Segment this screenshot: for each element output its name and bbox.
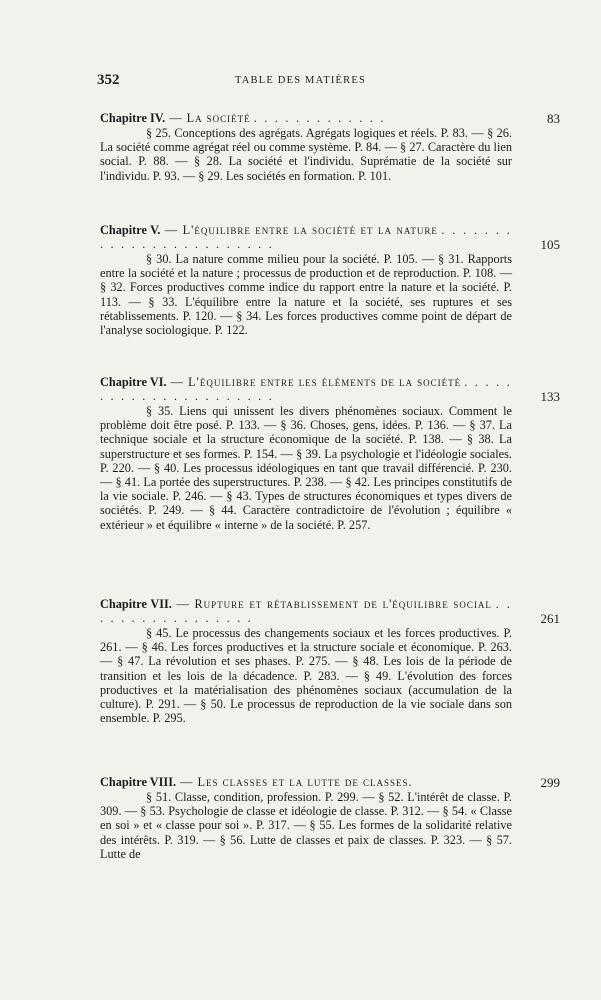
chapter-entry — [100, 223, 560, 338]
chapter-page: 83 — [547, 111, 560, 126]
leader-dots: . . . . . . . . . . . . . . . . . . . . . . — [100, 375, 513, 403]
chapter-title: — La société — [165, 111, 251, 125]
chapter-page: 261 — [540, 611, 560, 626]
chapter-label: Chapitre IV. — [100, 111, 166, 125]
chapter-contents: § 30. La nature comme milieu pour la société. P. 105. — § 31. Rapports entre la société et la nature ; processus de production et de reproduction. P. 108. — § 32. Forces productives comme indice du rapport entre la nature et la société. P. 113. — § 33. L'équilibre entre la nature et la société, ses ruptures et ses rétablissements. P. 120. — § 34. Les forces productives comme point de départ de l'analyse sociologique. P. 122. — [100, 252, 512, 338]
chapter-heading — [100, 775, 512, 789]
chapter-label: Chapitre VI. — [100, 375, 167, 389]
leader-dots: . . . . . . . . . . . . . . . . . — [100, 597, 512, 625]
chapter-title: — L'équilibre entre la société et la nature — [160, 223, 438, 237]
leader-dots: . . . . . . . . . . . . . — [253, 111, 386, 125]
chapter-heading — [100, 597, 512, 625]
chapter-contents: § 51. Classe, condition, profession. P. 299. — § 52. L'intérêt de classe. P. 309. — § 53. Psychologie de classe et idéologie de classe. P. 312. — § 54. « Classe en soi » et « classe pour soi ». P. 317. — § 55. Les formes de la solidarité relative des intérêts. P. 319. — § 56. Lutte de classes et paix de classes. P. 323. — § 57. Lutte de — [100, 790, 512, 861]
chapter-entry — [100, 775, 560, 861]
chapter-heading — [100, 111, 512, 125]
chapter-page: 299 — [540, 775, 560, 790]
chapter-page: 133 — [540, 389, 560, 404]
chapter-page: 105 — [540, 237, 560, 252]
chapter-label: Chapitre V. — [100, 223, 161, 237]
chapter-contents: § 25. Conceptions des agrégats. Agrégats logiques et réels. P. 83. — § 26. La société comme agrégat réel ou comme système. P. 84. — § 27. Caractère du lien social. P. 88. — § 28. La société et l'individu. Suprématie de la société sur l'individu. P. 93. — § 29. Les sociétés en formation. P. 101. — [100, 126, 512, 183]
page-number: 352 — [97, 72, 120, 88]
chapter-entry — [100, 597, 560, 726]
chapter-contents: § 35. Liens qui unissent les divers phénomènes sociaux. Comment le problème doit être posé. P. 133. — § 36. Choses, gens, idées. P. 136. — § 37. La technique sociale et la structure économique de la société. P. 138. — § 38. La superstructure et ses formes. P. 154. — § 39. La psychologie et l'idéologie sociales. P. 220. — § 40. Les processus idéologiques en tant que travail différencié. P. 230. — § 41. La portée des superstructures. P. 238. — § 42. Les principes constitutifs de la vie sociale. P. 246. — § 43. Types de structures économiques et types divers de sociétés. P. 249. — § 44. Caractère contradictoire de l'évolution ; équilibre « extérieur » et équilibre « interne » de la société. P. 257. — [100, 404, 512, 532]
chapter-label: Chapitre VIII. — [100, 775, 177, 789]
chapter-contents: § 45. Le processus des changements sociaux et les forces productives. P. 261. — § 46. Les forces productives et la structure sociale et économique. P. 263. — § 47. La révolution et ses phases. P. 275. — § 48. Les lois de la période de transition et les lois de la décadence. P. 283. — § 49. L'évolution des forces productives et la matérialisation des phénomènes sociaux (accumulation de la culture). P. 291. — § 50. Le processus de reproduction de la vie sociale dans son ensemble. P. 295. — [100, 626, 512, 726]
chapter-label: Chapitre VII. — [100, 597, 172, 611]
running-title: TABLE DES MATIÈRES — [234, 75, 366, 86]
chapter-title: — L'équilibre entre les éléments de la société — [166, 375, 462, 389]
leader-dots: . . . . . . . . . . . . . . . . . . . . . . . . — [100, 223, 512, 251]
chapter-heading — [100, 375, 512, 403]
chapter-entry — [100, 375, 560, 532]
chapter-title: — Rupture et rétablissement de l'équilibre social — [171, 597, 492, 611]
chapter-title: — Les classes et la lutte de classes. — [176, 775, 413, 789]
chapter-entry — [100, 111, 560, 183]
chapter-heading — [100, 223, 512, 251]
